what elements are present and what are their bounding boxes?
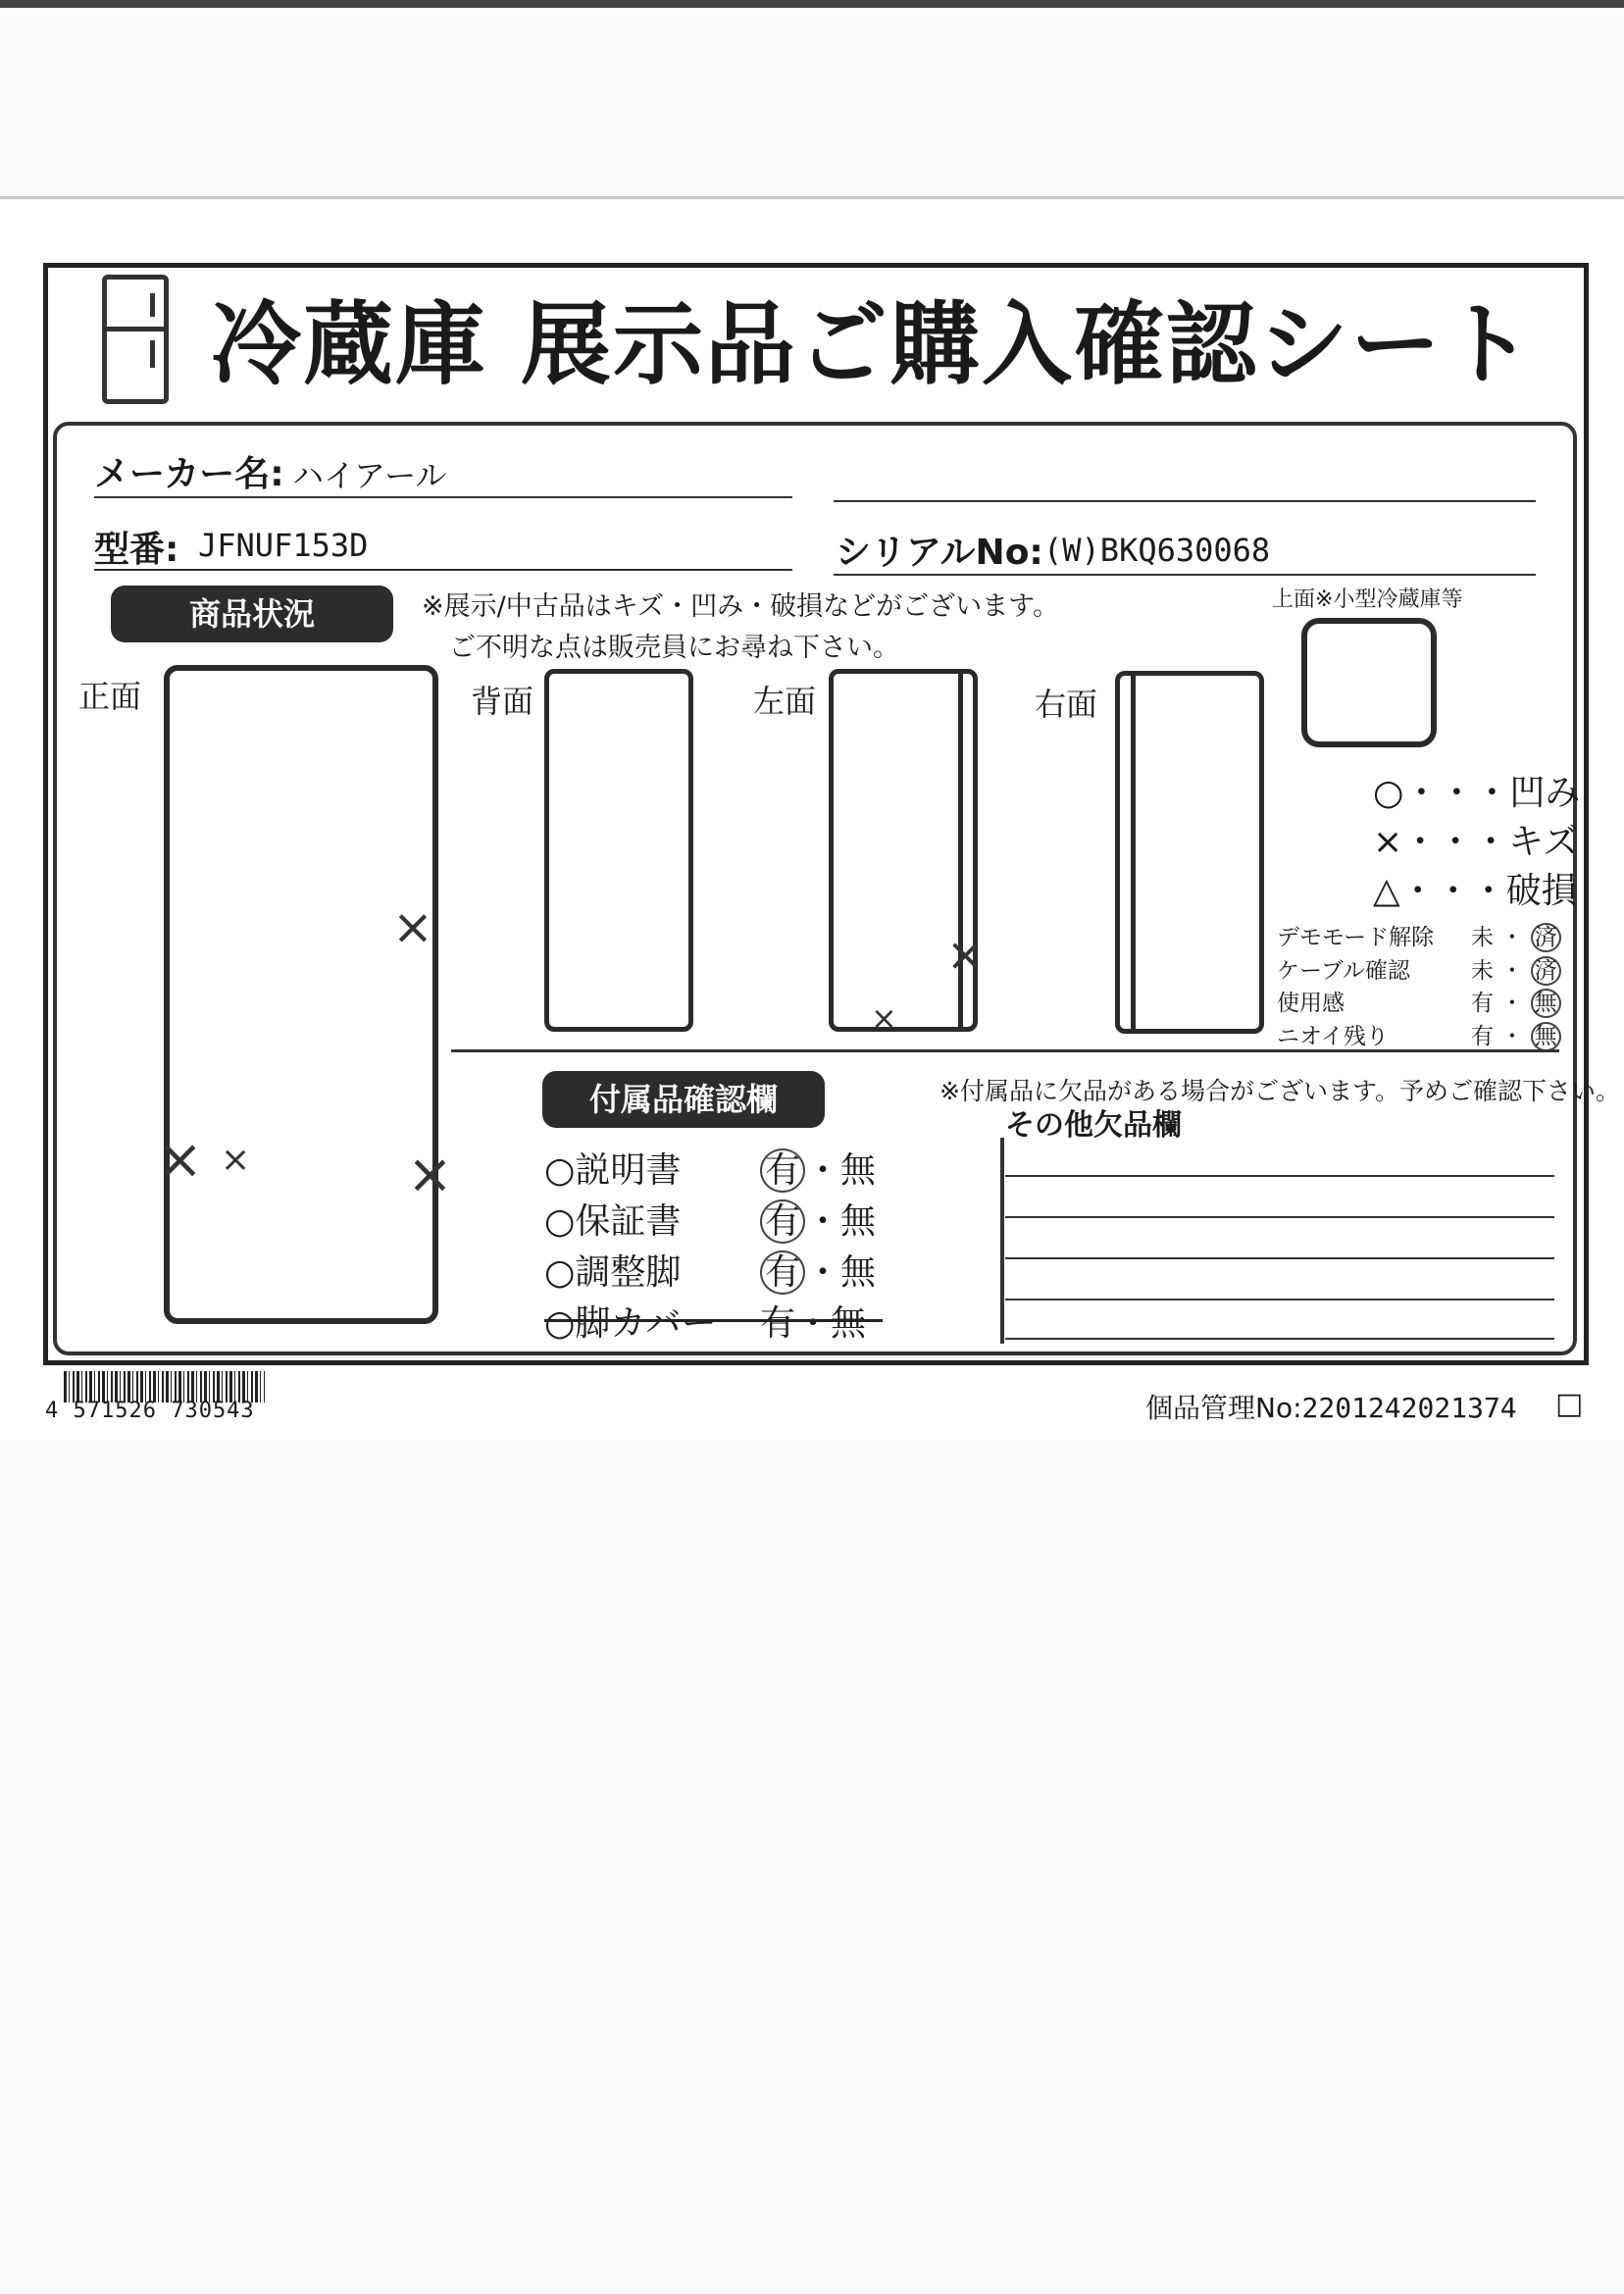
check-cable-label: ケーブル確認 [1277, 958, 1410, 984]
check-cable-opt1: 未 [1471, 958, 1494, 984]
accessory-bullet: ○ [544, 1201, 576, 1242]
check-demo-options [1471, 919, 1561, 951]
check-usage-opt2-circled: 無 [1531, 989, 1561, 1018]
accessory-feet-opt2: 無 [840, 1252, 877, 1293]
scan-top-edge [0, 0, 1624, 8]
condition-header: 商品状況 [111, 586, 393, 642]
check-cable-sep: ・ [1500, 958, 1524, 984]
check-usage-options [1471, 985, 1561, 1017]
scratch-mark: × [157, 1128, 203, 1192]
item-no-label: 個品管理No: [1145, 1392, 1302, 1424]
check-odor-options [1471, 1018, 1561, 1050]
check-usage-sep: ・ [1500, 991, 1524, 1016]
accessory-bullet: ○ [544, 1303, 576, 1344]
accessory-options-manual [760, 1143, 876, 1193]
accessory-row-manual [544, 1143, 681, 1193]
missing-items-bracket [1000, 1138, 1004, 1344]
accessory-options-feet [760, 1245, 876, 1295]
accessory-foot-cover-opt1: 有 [760, 1303, 796, 1344]
right-view-diagram [1115, 671, 1264, 1034]
accessory-bullet: ○ [544, 1252, 576, 1293]
check-demo-opt1: 未 [1471, 925, 1494, 950]
scratch-mark: × [221, 1140, 251, 1180]
missing-items-line [1005, 1257, 1554, 1259]
serial-label: シリアルNo: [836, 533, 1043, 573]
check-demo-label: デモモード解除 [1277, 925, 1435, 950]
missing-items-header: その他欠品欄 [1005, 1108, 1182, 1143]
accessory-warranty-opt2: 無 [840, 1201, 877, 1242]
legend-dent [1373, 765, 1580, 815]
accessory-options-warranty [760, 1194, 876, 1244]
check-demo-opt2-circled: 済 [1531, 923, 1561, 952]
accessory-label-manual: 説明書 [575, 1150, 682, 1191]
item-no-value: 2201242021374 [1301, 1392, 1517, 1424]
check-odor-opt1: 有 [1471, 1024, 1494, 1049]
maker-value: ハイアール [292, 457, 447, 494]
blank-underline [834, 500, 1536, 502]
check-usage-label: 使用感 [1277, 991, 1345, 1016]
accessory-warranty-sep: ・ [805, 1201, 841, 1242]
right-view-door-line [1131, 674, 1136, 1031]
back-view-diagram [544, 669, 693, 1032]
accessory-foot-cover-sep: ・ [795, 1303, 832, 1344]
front-view-diagram [164, 665, 438, 1324]
view-label-left: 左面 [753, 683, 817, 720]
top-view-diagram [1301, 618, 1437, 747]
missing-items-line [1005, 1338, 1554, 1340]
check-cable-opt2-circled: 済 [1531, 956, 1561, 986]
accessory-label-foot-cover: 脚カバー [575, 1303, 717, 1344]
scratch-mark: × [407, 1143, 453, 1206]
top-view-label: 上面 [1272, 587, 1316, 612]
scratch-mark: × [392, 898, 433, 955]
top-view-note: ※小型冷蔵庫等 [1315, 587, 1463, 612]
accessory-row-warranty [544, 1194, 681, 1244]
model-underline [94, 569, 792, 571]
accessory-feet-sep: ・ [805, 1252, 841, 1293]
view-label-right: 右面 [1035, 686, 1098, 723]
condition-note-line2: ご不明な点は販売員にお尋ね下さい。 [449, 633, 899, 663]
accessory-foot-cover-opt2: 無 [831, 1303, 867, 1344]
scratch-mark: × [946, 928, 985, 981]
legend-scratch [1373, 814, 1578, 864]
legend-scratch-symbol: × [1373, 822, 1403, 862]
section-divider [451, 1049, 1559, 1052]
scratch-mark: × [871, 999, 897, 1037]
missing-items-line [1005, 1216, 1554, 1218]
model-value: JFNUF153D [198, 527, 369, 564]
footer-checkbox[interactable]: □ [1555, 1387, 1584, 1421]
item-no-row [1145, 1387, 1517, 1426]
check-usage-opt1: 有 [1471, 991, 1494, 1016]
legend-dent-text: ・・・凹み [1403, 773, 1581, 813]
accessory-row-feet [544, 1245, 681, 1295]
check-odor-label: ニオイ残り [1277, 1024, 1389, 1049]
serial-underline [834, 574, 1536, 576]
legend-scratch-text: ・・・キズ [1402, 822, 1579, 862]
legend-damage-symbol: △ [1373, 871, 1400, 911]
barcode-number: 4 571526 730543 [45, 1399, 255, 1423]
accessory-warranty-opt1-circled: 有 [760, 1199, 805, 1244]
accessories-header: 付属品確認欄 [542, 1071, 825, 1128]
accessory-bullet: ○ [544, 1150, 576, 1191]
accessory-manual-opt2: 無 [840, 1150, 877, 1191]
legend-damage-text: ・・・破損 [1399, 871, 1577, 911]
check-demo-sep: ・ [1500, 925, 1524, 950]
model-label: 型番: [94, 530, 179, 570]
accessories-note: ※付属品に欠品がある場合がございます。予めご確認下さい。 [939, 1077, 1620, 1105]
maker-label: メーカー名: [94, 454, 284, 494]
serial-value: (W)BKQ630068 [1043, 532, 1271, 569]
sheet-title: 冷蔵庫 展示品ご購入確認シート [211, 292, 1536, 397]
accessory-feet-opt1-circled: 有 [760, 1250, 805, 1295]
check-odor-opt2-circled: 無 [1531, 1022, 1561, 1051]
check-cable-options [1471, 952, 1561, 985]
foot-cover-strikethrough [544, 1319, 883, 1322]
check-odor-sep: ・ [1500, 1024, 1524, 1049]
fridge-icon [102, 275, 169, 404]
accessory-manual-sep: ・ [805, 1150, 841, 1191]
view-label-back: 背面 [471, 683, 534, 720]
legend-damage [1373, 863, 1577, 913]
accessory-label-feet: 調整脚 [575, 1252, 682, 1293]
condition-note-line1: ※展示/中古品はキズ・凹み・破損などがございます。 [422, 591, 1060, 622]
accessory-label-warranty: 保証書 [575, 1201, 682, 1242]
missing-items-line [1005, 1299, 1554, 1300]
view-label-front: 正面 [78, 678, 142, 715]
maker-underline [94, 496, 792, 498]
legend-dent-symbol: ○ [1373, 773, 1404, 813]
accessory-manual-opt1-circled: 有 [760, 1148, 805, 1193]
missing-items-line [1005, 1175, 1554, 1177]
